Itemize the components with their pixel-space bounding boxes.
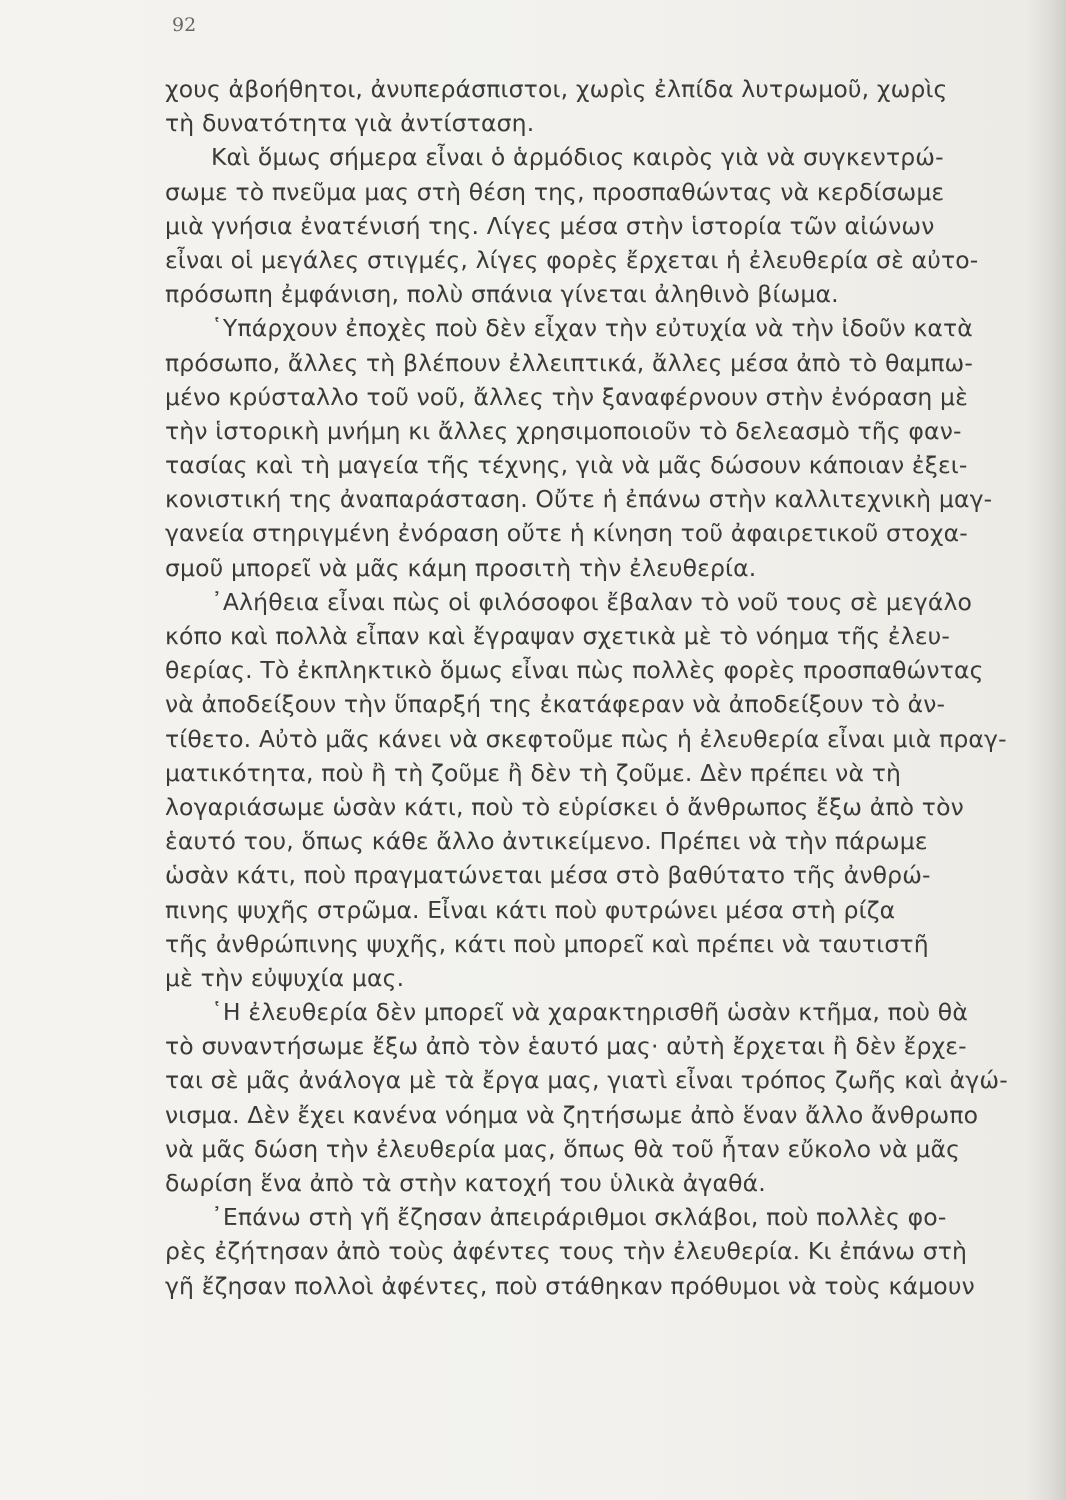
text-line: πινης ψυχῆς στρῶμα. Εἶναι κάτι ποὺ φυτρώνει μέσα στὴ ρίζα: [165, 895, 896, 924]
text-line: ματικότητα, ποὺ ἢ τὴ ζοῦμε ἢ δὲν τὴ ζοῦμε. Δὲν πρέπει νὰ τὴ: [165, 758, 902, 787]
text-line: τὴ δυνατότητα γιὰ ἀντίσταση.: [165, 109, 535, 138]
text-line: γῆ ἔζησαν πολλοὶ ἀφέντες, ποὺ στάθηκαν πρόθυμοι νὰ τοὺς κάμουν: [165, 1271, 975, 1300]
text-line: γανεία στηριγμένη ἐνόραση οὔτε ἡ κίνηση τοῦ ἀφαιρετικοῦ στοχα-: [165, 519, 968, 548]
text-line: ἑαυτό του, ὅπως κάθε ἄλλο ἀντικείμενο. Πρέπει νὰ τὴν πάρωμε: [165, 827, 928, 856]
text-line: Καὶ ὅμως σήμερα εἶναι ὁ ἁρμόδιος καιρὸς γιὰ νὰ συγκεντρώ-: [211, 143, 944, 172]
text-line: χους ἀβοήθητοι, ἀνυπεράσπιστοι, χωρὶς ἐλπίδα λυτρωμοῦ, χωρὶς: [165, 75, 948, 103]
text-line: ῾Υπάρχουν ἐποχὲς ποὺ δὲν εἶχαν τὴν εὐτυχία νὰ τὴν ἰδοῦν κατὰ: [211, 314, 973, 343]
text-line: νισμα. Δὲν ἔχει κανένα νόημα νὰ ζητήσωμε ἀπὸ ἕναν ἄλλο ἄνθρωπο: [165, 1100, 979, 1129]
text-line: μένο κρύσταλλο τοῦ νοῦ, ἄλλες τὴν ξαναφέρνουν στὴν ἐνόραση μὲ: [165, 382, 968, 411]
text-line: ῾Η ἐλευθερία δὲν μπορεῖ νὰ χαρακτηρισθῆ ὡσὰν κτῆμα, ποὺ θὰ: [211, 998, 968, 1027]
page-number: 92: [172, 14, 197, 36]
text-line: μὲ τὴν εὐψυχία μας.: [165, 963, 405, 992]
text-line: νὰ μᾶς δώση τὴν ἐλευθερία μας, ὅπως θὰ τοῦ ἦταν εὔκολο νὰ μᾶς: [165, 1134, 961, 1163]
text-line: τασίας καὶ τὴ μαγεία τῆς τέχνης, γιὰ νὰ μᾶς δώσουν κάποιαν ἐξει-: [165, 451, 968, 480]
body-text: [165, 72, 1045, 1303]
text-line: τίθετο. Αὐτὸ μᾶς κάνει νὰ σκεφτοῦμε πὼς ἡ ἐλευθερία εἶναι μιὰ πραγ-: [165, 724, 1007, 753]
text-line: πρόσωπο, ἄλλες τὴ βλέπουν ἐλλειπτικά, ἄλλες μέσα ἀπὸ τὸ θαμπω-: [165, 348, 973, 377]
text-line: θερίας. Τὸ ἐκπληκτικὸ ὅμως εἶναι πὼς πολλὲς φορὲς προσπαθώντας: [165, 656, 984, 685]
text-line: κόπο καὶ πολλὰ εἶπαν καὶ ἔγραψαν σχετικὰ μὲ τὸ νόημα τῆς ἐλευ-: [165, 622, 951, 650]
text-line: κονιστική της ἀναπαράσταση. Οὔτε ἡ ἐπάνω στὴν καλλιτεχνικὴ μαγ-: [165, 485, 993, 514]
text-line: σμοῦ μπορεῖ νὰ μᾶς κάμη προσιτὴ τὴν ἐλευθερία.: [165, 553, 757, 582]
text-line: δωρίση ἕνα ἀπὸ τὰ στὴν κατοχή του ὑλικὰ ἀγαθά.: [165, 1169, 766, 1197]
text-line: τὴν ἱστορικὴ μνήμη κι ἄλλες χρησιμοποιοῦν τὸ δελεασμὸ τῆς φαν-: [165, 416, 962, 445]
text-line: εἶναι οἱ μεγάλες στιγμές, λίγες φορὲς ἔρχεται ἡ ἐλευθερία σὲ αὐτο-: [165, 245, 979, 274]
text-line: ᾿Επάνω στὴ γῆ ἔζησαν ἀπειράριθμοι σκλάβοι, ποὺ πολλὲς φο-: [211, 1203, 947, 1232]
page-edge-shadow: [1026, 0, 1066, 1500]
text-line: μιὰ γνήσια ἐνατένισή της. Λίγες μέσα στὴν ἱστορία τῶν αἰώνων: [165, 211, 935, 240]
text-line: πρόσωπη ἐμφάνιση, πολὺ σπάνια γίνεται ἀληθινὸ βίωμα.: [165, 280, 839, 309]
text-line: τῆς ἀνθρώπινης ψυχῆς, κάτι ποὺ μπορεῖ καὶ πρέπει νὰ ταυτιστῆ: [165, 929, 929, 958]
text-line: ὡσὰν κάτι, ποὺ πραγματώνεται μέσα στὸ βαθύτατο τῆς ἀνθρώ-: [165, 861, 931, 890]
text-line: νὰ ἀποδείξουν τὴν ὕπαρξή της ἐκατάφεραν νὰ ἀποδείξουν τὸ ἀν-: [165, 690, 946, 719]
text-line: ρὲς ἐζήτησαν ἀπὸ τοὺς ἀφέντες τους τὴν ἐλευθερία. Κι ἐπάνω στὴ: [165, 1237, 968, 1266]
text-line: σωμε τὸ πνεῦμα μας στὴ θέση της, προσπαθώντας νὰ κερδίσωμε: [165, 177, 945, 206]
text-line: ᾿Αλήθεια εἶναι πὼς οἱ φιλόσοφοι ἔβαλαν τὸ νοῦ τους σὲ μεγάλο: [211, 587, 973, 616]
text-line: λογαριάσωμε ὡσὰν κάτι, ποὺ τὸ εὑρίσκει ὁ ἄνθρωπος ἔξω ἀπὸ τὸν: [165, 792, 964, 821]
text-line: ται σὲ μᾶς ἀνάλογα μὲ τὰ ἔργα μας, γιατὶ εἶναι τρόπος ζωῆς καὶ ἀγώ-: [165, 1066, 1008, 1095]
text-line: τὸ συναντήσωμε ἔξω ἀπὸ τὸν ἑαυτό μας· αὐτὴ ἔρχεται ἢ δὲν ἔρχε-: [165, 1032, 967, 1061]
